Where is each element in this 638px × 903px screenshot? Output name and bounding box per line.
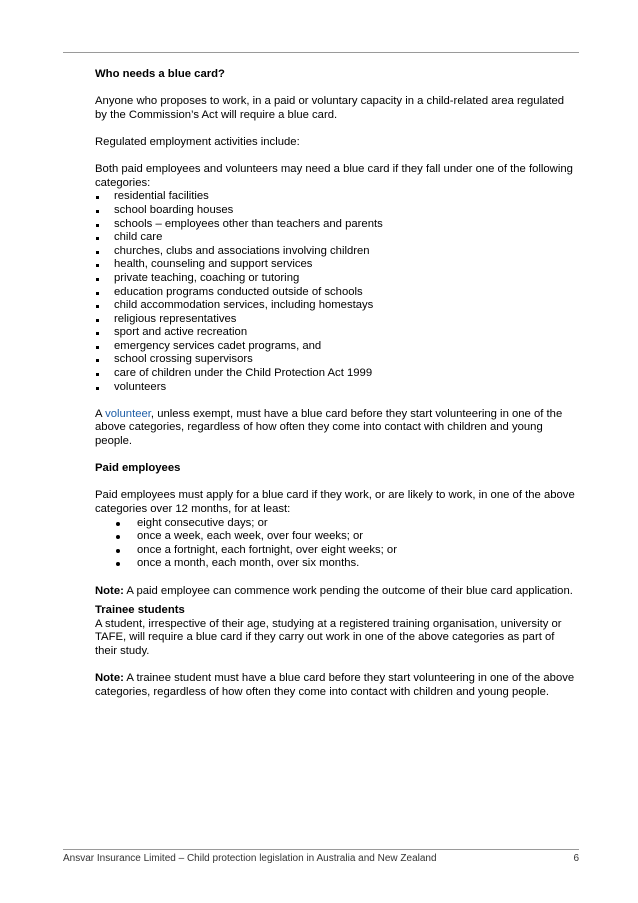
- bullet-icon: [96, 278, 99, 281]
- footer-text: Ansvar Insurance Limited – Child protection legislation in Australia and New Zealand: [63, 853, 437, 864]
- bullet-icon: [96, 224, 99, 227]
- list-item: residential facilities: [95, 190, 575, 204]
- bullet-icon: [96, 387, 99, 390]
- bullet-icon: [96, 196, 99, 199]
- note-trainee: Note: A trainee student must have a blue card before they start volunteering in one of the above categories, regardless of how often they come into contact with children and young people.: [95, 672, 575, 698]
- list-item: eight consecutive days; or: [95, 517, 575, 531]
- para-paid: Paid employees must apply for a blue card if they work, or are likely to work, in one of the above categories over 12 months, for at least:: [95, 489, 575, 515]
- bullet-icon: [96, 210, 99, 213]
- footer-rule: [63, 849, 579, 850]
- page-footer: [63, 853, 579, 865]
- bullet-icon: [96, 346, 99, 349]
- list-item: care of children under the Child Protection Act 1999: [95, 367, 575, 381]
- para-both: Both paid employees and volunteers may need a blue card if they fall under one of the following categories:: [95, 163, 573, 189]
- bullet-icon: [96, 264, 99, 267]
- list-item: child accommodation services, including homestays: [95, 299, 575, 313]
- list-item: religious representatives: [95, 313, 575, 327]
- para-anyone: Anyone who proposes to work, in a paid or voluntary capacity in a child-related area regulated by the Commission’s Act will require a blue card.: [95, 95, 565, 121]
- list-item: health, counseling and support services: [95, 258, 575, 272]
- bullet-icon: [96, 332, 99, 335]
- para-regulated: Regulated employment activities include:: [95, 135, 300, 148]
- list-item: emergency services cadet programs, and: [95, 340, 575, 354]
- volunteer-link[interactable]: volunteer: [105, 407, 151, 420]
- heading-trainee-students: Trainee students: [95, 604, 185, 617]
- list-item: sport and active recreation: [95, 326, 575, 340]
- list-item: volunteers: [95, 381, 575, 395]
- list-item: churches, clubs and associations involving children: [95, 245, 575, 259]
- bullet-icon: [96, 237, 99, 240]
- list-item: school crossing supervisors: [95, 353, 575, 367]
- bullet-icon: [96, 305, 99, 308]
- bullet-icon: [116, 562, 120, 566]
- heading-who-needs-blue-card: Who needs a blue card?: [95, 68, 225, 80]
- list-item: once a week, each week, over four weeks; or: [95, 530, 575, 544]
- para-volunteer: A volunteer, unless exempt, must have a blue card before they start volunteering in one of the above categories, regardless of how often they come into contact with children and young people.: [95, 407, 563, 448]
- heading-paid-employees: Paid employees: [95, 462, 181, 475]
- list-item: child care: [95, 231, 575, 245]
- bullet-icon: [96, 251, 99, 254]
- list-item: schools – employees other than teachers and parents: [95, 218, 575, 232]
- bullet-icon: [96, 292, 99, 295]
- bullet-icon: [96, 359, 99, 362]
- note-paid: Note: A paid employee can commence work pending the outcome of their blue card application.: [95, 584, 573, 597]
- para-trainee: A student, irrespective of their age, studying at a registered training organisation, university or TAFE, will require a blue card if they carry out work in one of the above categories as part of their study.: [95, 617, 562, 657]
- list-item: once a fortnight, each fortnight, over eight weeks; or: [95, 544, 575, 558]
- list-item: private teaching, coaching or tutoring: [95, 272, 575, 286]
- bullet-icon: [116, 522, 120, 526]
- list-item: school boarding houses: [95, 204, 575, 218]
- bullet-icon: [116, 549, 120, 553]
- bullet-icon: [116, 535, 120, 539]
- page-number: 6: [573, 853, 579, 864]
- paid-conditions-list: [95, 517, 575, 571]
- header-rule: [63, 52, 579, 53]
- categories-list: [95, 190, 575, 394]
- bullet-icon: [96, 373, 99, 376]
- list-item: once a month, each month, over six months.: [95, 557, 575, 571]
- bullet-icon: [96, 319, 99, 322]
- document-body: [95, 68, 575, 699]
- list-item: education programs conducted outside of schools: [95, 286, 575, 300]
